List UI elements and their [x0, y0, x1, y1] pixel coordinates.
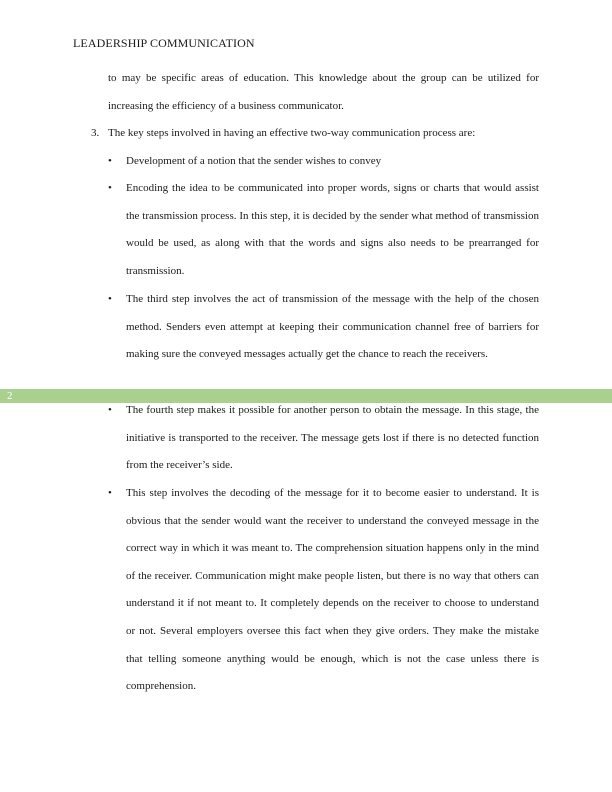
continuation-paragraph: to may be specific areas of education. This knowledge about the group can be utilized for increasing the efficiency of a business communicator.: [108, 72, 539, 112]
bullet-item-1: Development of a notion that the sender wishes to convey: [126, 155, 382, 167]
running-header: LEADERSHIP COMMUNICATION: [73, 36, 255, 50]
bullet-item-3: The third step involves the act of transmission of the message with the help of the chosen method. Senders even attempt at keeping their communication channel free of barriers for making sure the conveyed messages actually get the chance to reach the receivers.: [126, 293, 539, 361]
bullet-marker: •: [108, 404, 112, 416]
list-number: 3.: [91, 127, 100, 139]
bullet-marker: •: [108, 487, 112, 499]
bullet-marker: •: [108, 182, 112, 194]
bullet-marker: •: [108, 155, 112, 167]
bullet-item-4: The fourth step makes it possible for another person to obtain the message. In this stage, the initiative is transported to the receiver. The message gets lost if there is no detected function from the receiver’s side.: [126, 404, 539, 472]
numbered-list-item: The key steps involved in having an effective two-way communication process are:: [108, 127, 476, 139]
bullet-item-5: This step involves the decoding of the message for it to become easier to understand. It is obvious that the sender would want the receiver to understand the conveyed message in the correct way in which it was meant to. The comprehension situation happens only in the mind of the receiver. Communication might make people listen, but there is no way that others can understand it if not meant to. It completely depends on the receiver to choose to understand or not. Several employers oversee this fact when they give orders. They make the mistake that telling someone anything would be enough, which is not the case unless there is comprehension.: [126, 487, 539, 693]
page-number: 2: [7, 390, 13, 402]
bullet-item-2: Encoding the idea to be communicated into proper words, signs or charts that would assist the transmission process. In this step, it is decided by the sender what method of transmission would be used, as along with that the words and signs also needs to be prearranged for transmission.: [126, 182, 539, 277]
bullet-marker: •: [108, 293, 112, 305]
